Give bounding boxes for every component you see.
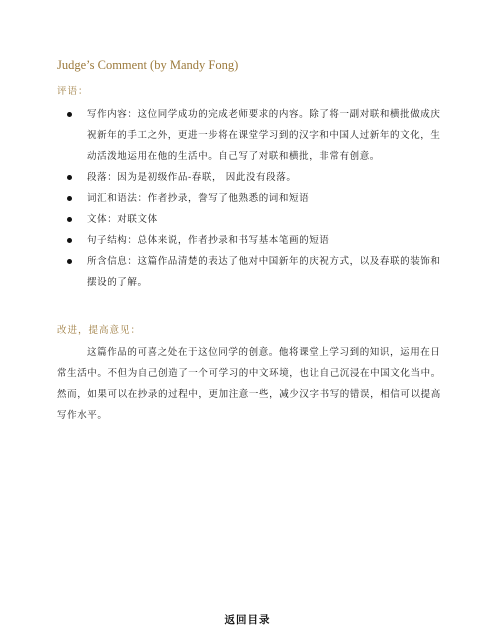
comment-text: 文体：对联文体: [87, 214, 158, 225]
bullet-icon: [67, 112, 72, 117]
comment-text: 所含信息：这篇作品清楚的表达了他对中国新年的庆祝方式，以及春联的装饰和摆设的了解。: [87, 256, 441, 288]
judge-comment-heading: Judge’s Comment (by Mandy Fong): [57, 58, 239, 72]
comment-item-paragraphs: [57, 167, 447, 188]
comment-text: 词汇和语法：作者抄录，誊写了他熟悉的词和短语: [87, 193, 310, 204]
bullet-icon: [67, 196, 72, 201]
comment-text: 句子结构：总体来说，作者抄录和书写基本笔画的短语: [87, 235, 330, 246]
comment-item-sentence: [57, 230, 447, 251]
bullet-icon: [67, 175, 72, 180]
comment-text: 写作内容：这位同学成功的完成老师要求的内容。除了将一副对联和横批做成庆祝新年的手工之外，更进一步将在课堂学习到的汉字和中国人过新年的文化，生动活泼地运用在他的生活中。自己写了对联和横批，非常有创意。: [87, 109, 441, 162]
bullet-icon: [67, 217, 72, 222]
comment-item-information: [57, 251, 447, 293]
comment-item-style: [57, 209, 447, 230]
comment-label: 评语：: [57, 86, 89, 97]
improvement-paragraph: 这篇作品的可喜之处在于这位同学的创意。他将课堂上学习到的知识，运用在日常生活中。不但为自己创造了一个可学习的中文环境，也让自己沉浸在中国文化当中。然而，如果可以在抄录的过程中，更加注意一些，减少汉字书写的错误，相信可以提高写作水平。: [57, 347, 441, 421]
back-to-contents-link[interactable]: 返回目录: [224, 614, 271, 626]
bullet-icon: [67, 238, 72, 243]
bullet-icon: [67, 259, 72, 264]
comment-text: 段落：因为是初级作品-春联， 因此没有段落。: [87, 172, 297, 183]
improvement-label: 改进，提高意见：: [57, 325, 142, 336]
comment-list: [57, 104, 447, 293]
comment-item-vocabulary: [57, 188, 447, 209]
comment-item-content: [57, 104, 447, 167]
